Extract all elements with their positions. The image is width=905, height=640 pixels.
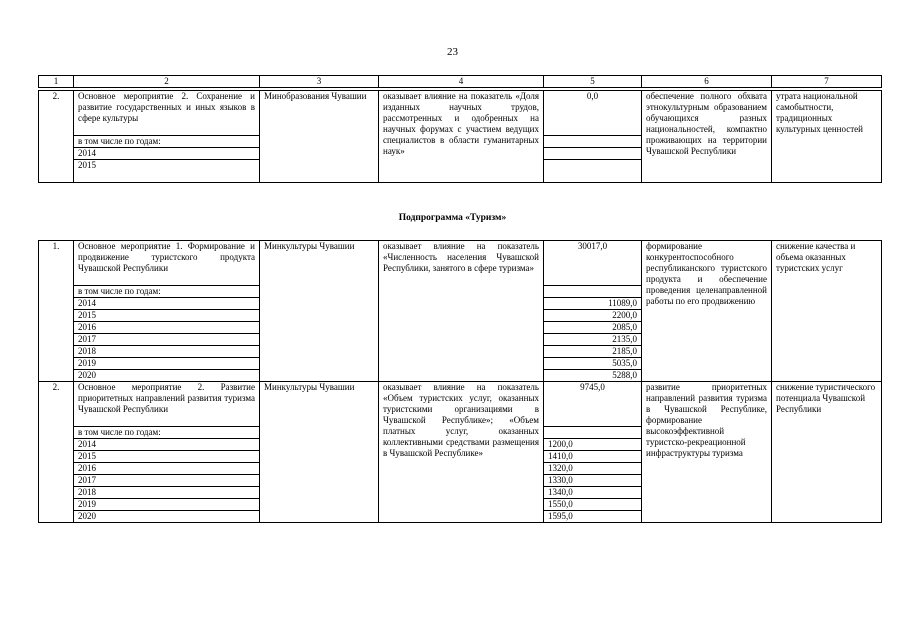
section-title: Подпрограмма «Туризм»: [398, 213, 507, 223]
in-years-label: в том числе по годам:: [74, 286, 260, 298]
executor: Минкультуры Чувашии: [260, 241, 379, 382]
amount-year-2014: [544, 136, 642, 148]
influence-text: оказывает влияние на показатель «Объем туристских услуг, оказанных туристскими организациями в Чувашской Республике»; «Объем платных услуг, оказанных коллективными средствами размещения в Чувашской Республике»: [379, 382, 544, 523]
amount-year-2018: 1340,0: [544, 487, 642, 499]
measure-title: Основное мероприятие 1. Формирование и продвижение туристского продукта Чувашской Республики: [74, 241, 260, 286]
in-years-label: в том числе по годам:: [74, 427, 260, 439]
amount-year-2017: 2135,0: [544, 334, 642, 346]
amount-total: 30017,0: [544, 241, 642, 286]
expected-result: формирование конкурентоспособного республиканского туристского продукта и обеспечение проведения целенаправленной работы по его продвижению: [642, 241, 772, 382]
year-2019: 2019: [74, 358, 260, 370]
row-number: 1.: [39, 241, 74, 382]
header-col-3: 3: [260, 76, 379, 88]
amount-year-2019: 5035,0: [544, 358, 642, 370]
year-2017: 2017: [74, 475, 260, 487]
amount-year-2015: [544, 148, 642, 160]
executor: Минкультуры Чувашии: [260, 382, 379, 523]
table-header: [38, 75, 882, 88]
year-2018: 2018: [74, 346, 260, 358]
year-2020: 2020: [74, 370, 260, 382]
amount-year-2020: 1595,0: [544, 511, 642, 523]
influence-text: оказывает влияние на показатель «Доля изданных научных трудов, рассмотренных и одобренных на научных форумах с участием ведущих специалистов в области гуманитарных наук»: [379, 91, 544, 183]
amount-empty: [544, 427, 642, 439]
year-2015: 2015: [74, 310, 260, 322]
year-2014: 2014: [74, 439, 260, 451]
year-2020: 2020: [74, 511, 260, 523]
header-col-7: 7: [772, 76, 882, 88]
page-number: 23: [447, 46, 458, 58]
table-block-tourism: [38, 240, 882, 523]
amount-total: 9745,0: [544, 382, 642, 427]
amount-year-2014: 1200,0: [544, 439, 642, 451]
row-number: 2.: [39, 382, 74, 523]
amount-year-2014: 11089,0: [544, 298, 642, 310]
header-col-2: 2: [74, 76, 260, 88]
year-2014: 2014: [74, 148, 260, 160]
risk-text: снижение качества и объема оказанных туристских услуг: [772, 241, 882, 382]
amount-empty: [544, 286, 642, 298]
amount-year-2015: 2200,0: [544, 310, 642, 322]
row-number: 2.: [39, 91, 74, 183]
risk-text: снижение туристического потенциала Чувашской Республики: [772, 382, 882, 523]
expected-result: развитие приоритетных направлений развития туризма в Чувашской Республике, формирование высокоэффективной туристско-рекреационной инфраструктуры туризма: [642, 382, 772, 523]
header-col-1: 1: [39, 76, 74, 88]
amount-total: 0,0: [544, 91, 642, 136]
year-2017: 2017: [74, 334, 260, 346]
year-2015: 2015: [74, 451, 260, 463]
in-years-label: в том числе по годам:: [74, 136, 260, 148]
risk-text: утрата национальной самобытности, традиционных культурных ценностей: [772, 91, 882, 183]
year-2014: 2014: [74, 298, 260, 310]
amount-year-2019: 1550,0: [544, 499, 642, 511]
influence-text: оказывает влияние на показатель «Численность населения Чувашской Республики, занятого в сфере туризма»: [379, 241, 544, 382]
expected-result: обеспечение полного обхвата этнокультурным образованием обучающихся разных национальностей, компактно проживающих на территории Чувашской Республики: [642, 91, 772, 183]
amount-year-2017: 1330,0: [544, 475, 642, 487]
table-block-languages: [38, 90, 882, 183]
year-2016: 2016: [74, 463, 260, 475]
year-2016: 2016: [74, 322, 260, 334]
header-col-6: 6: [642, 76, 772, 88]
measure-title: Основное мероприятие 2. Развитие приоритетных направлений развития туризма Чувашской Республики: [74, 382, 260, 427]
year-2018: 2018: [74, 487, 260, 499]
amount-year-2020: 5288,0: [544, 370, 642, 382]
header-col-5: 5: [544, 76, 642, 88]
amount-year-2016: 2085,0: [544, 322, 642, 334]
amount-year-2018: 2185,0: [544, 346, 642, 358]
header-col-4: 4: [379, 76, 544, 88]
year-2015: 2015: [74, 160, 260, 183]
amount-empty: [544, 160, 642, 183]
amount-year-2016: 1320,0: [544, 463, 642, 475]
measure-title: Основное мероприятие 2. Сохранение и развитие государственных и иных языков в сфере культуры: [74, 91, 260, 136]
amount-year-2015: 1410,0: [544, 451, 642, 463]
year-2019: 2019: [74, 499, 260, 511]
executor: Минобразования Чувашии: [260, 91, 379, 183]
